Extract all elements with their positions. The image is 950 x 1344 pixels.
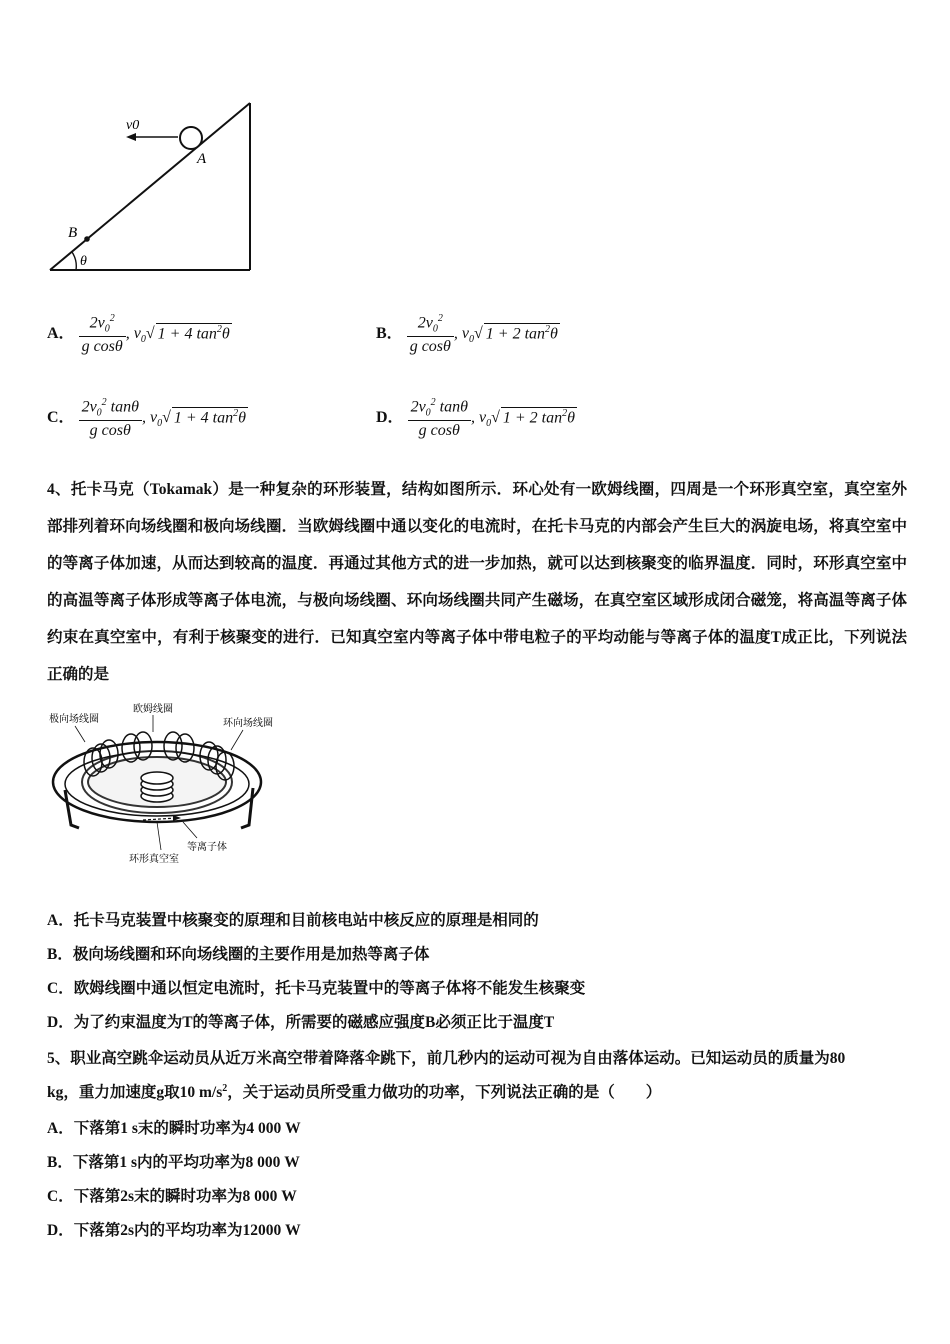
q4-stem: 4、托卡马克（Tokamak）是一种复杂的环形装置，结构如图所示．环心处有一欧姆线圈，四周是一个环形真空室，真空室外部排列着环向场线圈和极向场线圈．当欧姆线圈中通以变化的电流时，在托卡马克的内部会产生巨大的涡旋电场，将真空室中的等离子体加速，从而达到较高的温度．再通过其他方式的进一步加热，就可以达到核聚变的临界温度．同时，环形真空室中的高温等离子体形成等离子体电流，与极向场线圈、环向场线圈共同产生磁场，在真空室区域形成闭合磁笼，将高温等离子体约束在真空室中，有利于核聚变的进行．已知真空室内等离子体中带电粒子的平均动能与等离子体的温度T成正比，下列说法正确的是 — [47, 481, 907, 683]
q4-option-b[interactable]: B．极向场线圈和环向场线圈的主要作用是加热等离子体 — [47, 946, 430, 963]
q4-option-a[interactable]: A．托卡马克装置中核聚变的原理和目前核电站中核反应的原理是相同的 — [47, 912, 539, 929]
incline-figure — [40, 95, 260, 280]
point-b-dot — [84, 236, 90, 242]
velocity-label: v0 — [126, 118, 140, 133]
option-b-formula: $\frac{2v_0^2}{\text{g cosθ}}$ , $v_0√$ 1 + 2 $\tan^2\theta$ — [407, 325, 560, 342]
q3-option-b[interactable] — [376, 313, 560, 356]
label-poloidal: 极向场线圈 — [49, 714, 99, 725]
incline-slope — [50, 103, 250, 270]
ball-a — [180, 127, 202, 149]
option-a-label: A． — [47, 324, 75, 342]
ohmic-coil — [141, 772, 173, 802]
q5-option-b[interactable]: B．下落第1 s内的平均功率为8 000 W — [47, 1154, 300, 1171]
option-c-formula: $\frac{2v_0^2 \tan\theta}{\text{g cosθ}}$ , $v_0√$ 1 + 4 $\tan^2\theta$ — [79, 409, 248, 426]
q5-option-a[interactable]: A．下落第1 s末的瞬时功率为4 000 W — [47, 1120, 301, 1137]
option-c-label: C． — [47, 408, 75, 426]
angle-label: θ — [80, 254, 87, 269]
option-b-label: B． — [376, 324, 403, 342]
label-vacuum: 环形真空室 — [129, 854, 179, 865]
option-d-label: D． — [376, 408, 404, 426]
point-a-label: A — [197, 151, 207, 167]
q4-option-c[interactable]: C．欧姆线圈中通以恒定电流时，托卡马克装置中的等离子体将不能发生核聚变 — [47, 980, 586, 997]
option-a-formula: $\frac{2v_0^2}{\text{g cosθ}}$ , $v_0√$ 1 + 4 $\tan^2\theta$ — [79, 325, 232, 342]
option-d-formula: $\frac{2v_0^2 \tan\theta}{\text{g cosθ}}$ , $v_0√$ 1 + 2 $\tan^2\theta$ — [408, 409, 577, 426]
q3-option-c[interactable] — [47, 397, 248, 440]
label-plasma: 等离子体 — [187, 842, 227, 853]
label-ohmic: 欧姆线圈 — [133, 704, 173, 715]
plasma-flow — [143, 818, 177, 820]
q5-stem-line1: 5、职业高空跳伞运动员从近万米高空带着降落伞跳下，前几秒内的运动可视为自由落体运动。已知运动员的质量为80 — [47, 1050, 846, 1067]
q3-option-a[interactable] — [47, 313, 232, 356]
velocity-arrowhead — [126, 133, 136, 141]
q3-option-d[interactable] — [376, 397, 577, 440]
point-b-label: B — [68, 225, 78, 241]
tokamak-figure — [45, 700, 285, 870]
q5-option-c[interactable]: C．下落第2s末的瞬时功率为8 000 W — [47, 1188, 297, 1205]
q5-option-d[interactable]: D．下落第2s内的平均功率为12000 W — [47, 1222, 301, 1239]
angle-arc — [72, 252, 76, 270]
label-toroidal: 环向场线圈 — [223, 718, 273, 729]
q5-stem-line2: kg，重力加速度g取10 $m/s^2$，关于运动员所受重力做功的功率，下列说法正确的是（ ） — [47, 1082, 662, 1101]
q4-option-d[interactable]: D．为了约束温度为T的等离子体，所需要的磁感应强度B必须正比于温度T — [47, 1014, 555, 1031]
